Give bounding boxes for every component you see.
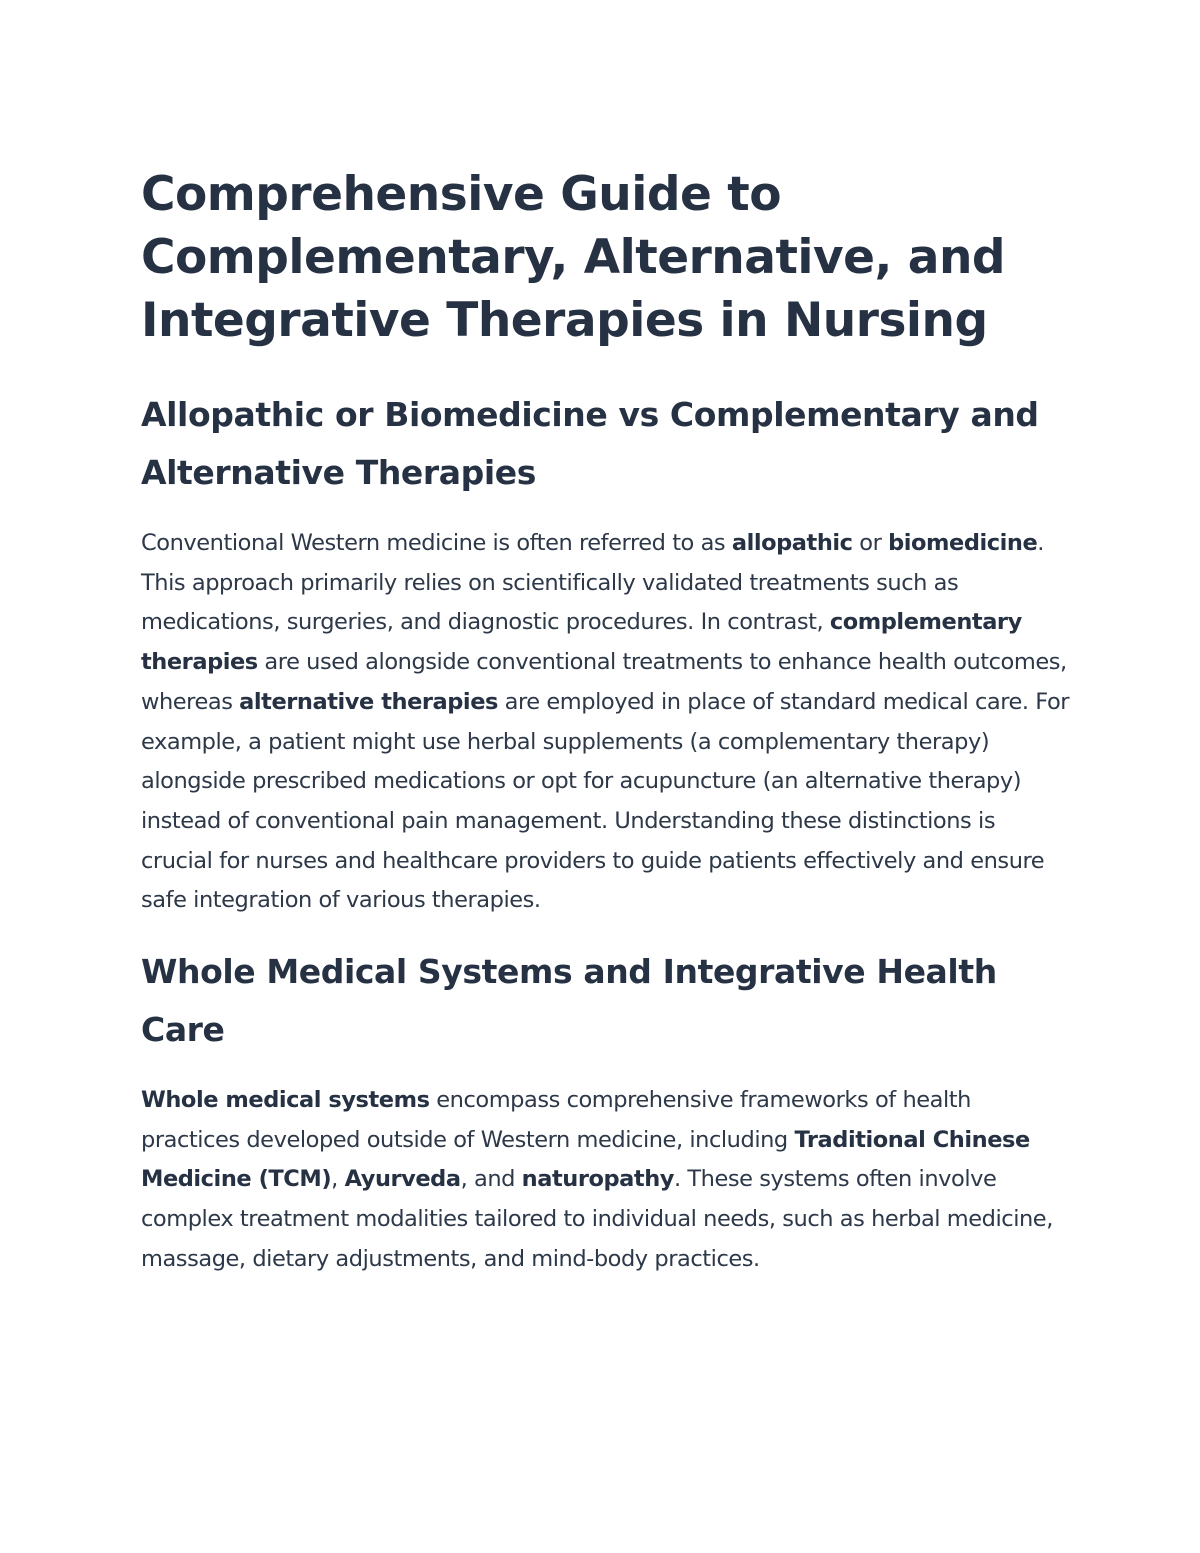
bold-term-complementary-therapies: complementary therapies <box>141 609 1022 676</box>
paragraph-run: are used alongside conventional treatments to enhance health outcomes, whereas <box>141 649 1067 715</box>
bold-term-ayurveda: Ayurveda <box>344 1166 461 1193</box>
bold-term-whole-medical-systems: Whole medical systems <box>141 1087 430 1114</box>
paragraph-run: or <box>852 530 889 556</box>
paragraph-run: encompass comprehensive frameworks of health practices developed outside of Western medicine, including <box>141 1087 971 1153</box>
bold-term-tcm: Traditional Chinese Medicine (TCM) <box>141 1126 1030 1193</box>
section-heading-allopathic: Allopathic or Biomedicine vs Complementary and Alternative Therapies <box>141 395 1039 492</box>
bold-term-naturopathy: naturopathy <box>521 1166 674 1193</box>
paragraph-run: Conventional Western medicine is often referred to as <box>141 530 732 556</box>
paragraph-run: . These systems often involve complex treatment modalities tailored to individual needs, such as herbal medicine, massage, dietary adjustments, and mind-body practices. <box>141 1166 1053 1272</box>
paragraph-run: are employed in place of standard medical care. For example, a patient might use herbal supplements (a complementary therapy) alongside prescribed medications or opt for acupuncture (an alternative therapy) instead of conventional pain management. Understanding these distinctions is crucial for nurses and healthcare providers to guide patients effectively and ensure safe integration of various therapies. <box>141 688 1070 914</box>
bold-term-alternative-therapies: alternative therapies <box>239 688 498 715</box>
document-title: Comprehensive Guide to Complementary, Alternative, and Integrative Therapies in Nursing <box>141 167 1006 348</box>
section-heading-whole-medical-systems: Whole Medical Systems and Integrative Health Care <box>141 952 997 1050</box>
section-paragraph-whole-medical-systems <box>141 1081 1071 1280</box>
section-paragraph-allopathic <box>141 524 1071 921</box>
paragraph-run: , and <box>460 1166 522 1193</box>
document-page <box>141 163 1071 1280</box>
paragraph-run: . This approach primarily relies on scientifically validated treatments such as medications, surgeries, and diagnostic procedures. In contrast, <box>141 530 1044 636</box>
paragraph-run: , <box>331 1166 345 1193</box>
bold-term-biomedicine: biomedicine <box>888 530 1038 556</box>
bold-term-allopathic: allopathic <box>731 530 853 556</box>
